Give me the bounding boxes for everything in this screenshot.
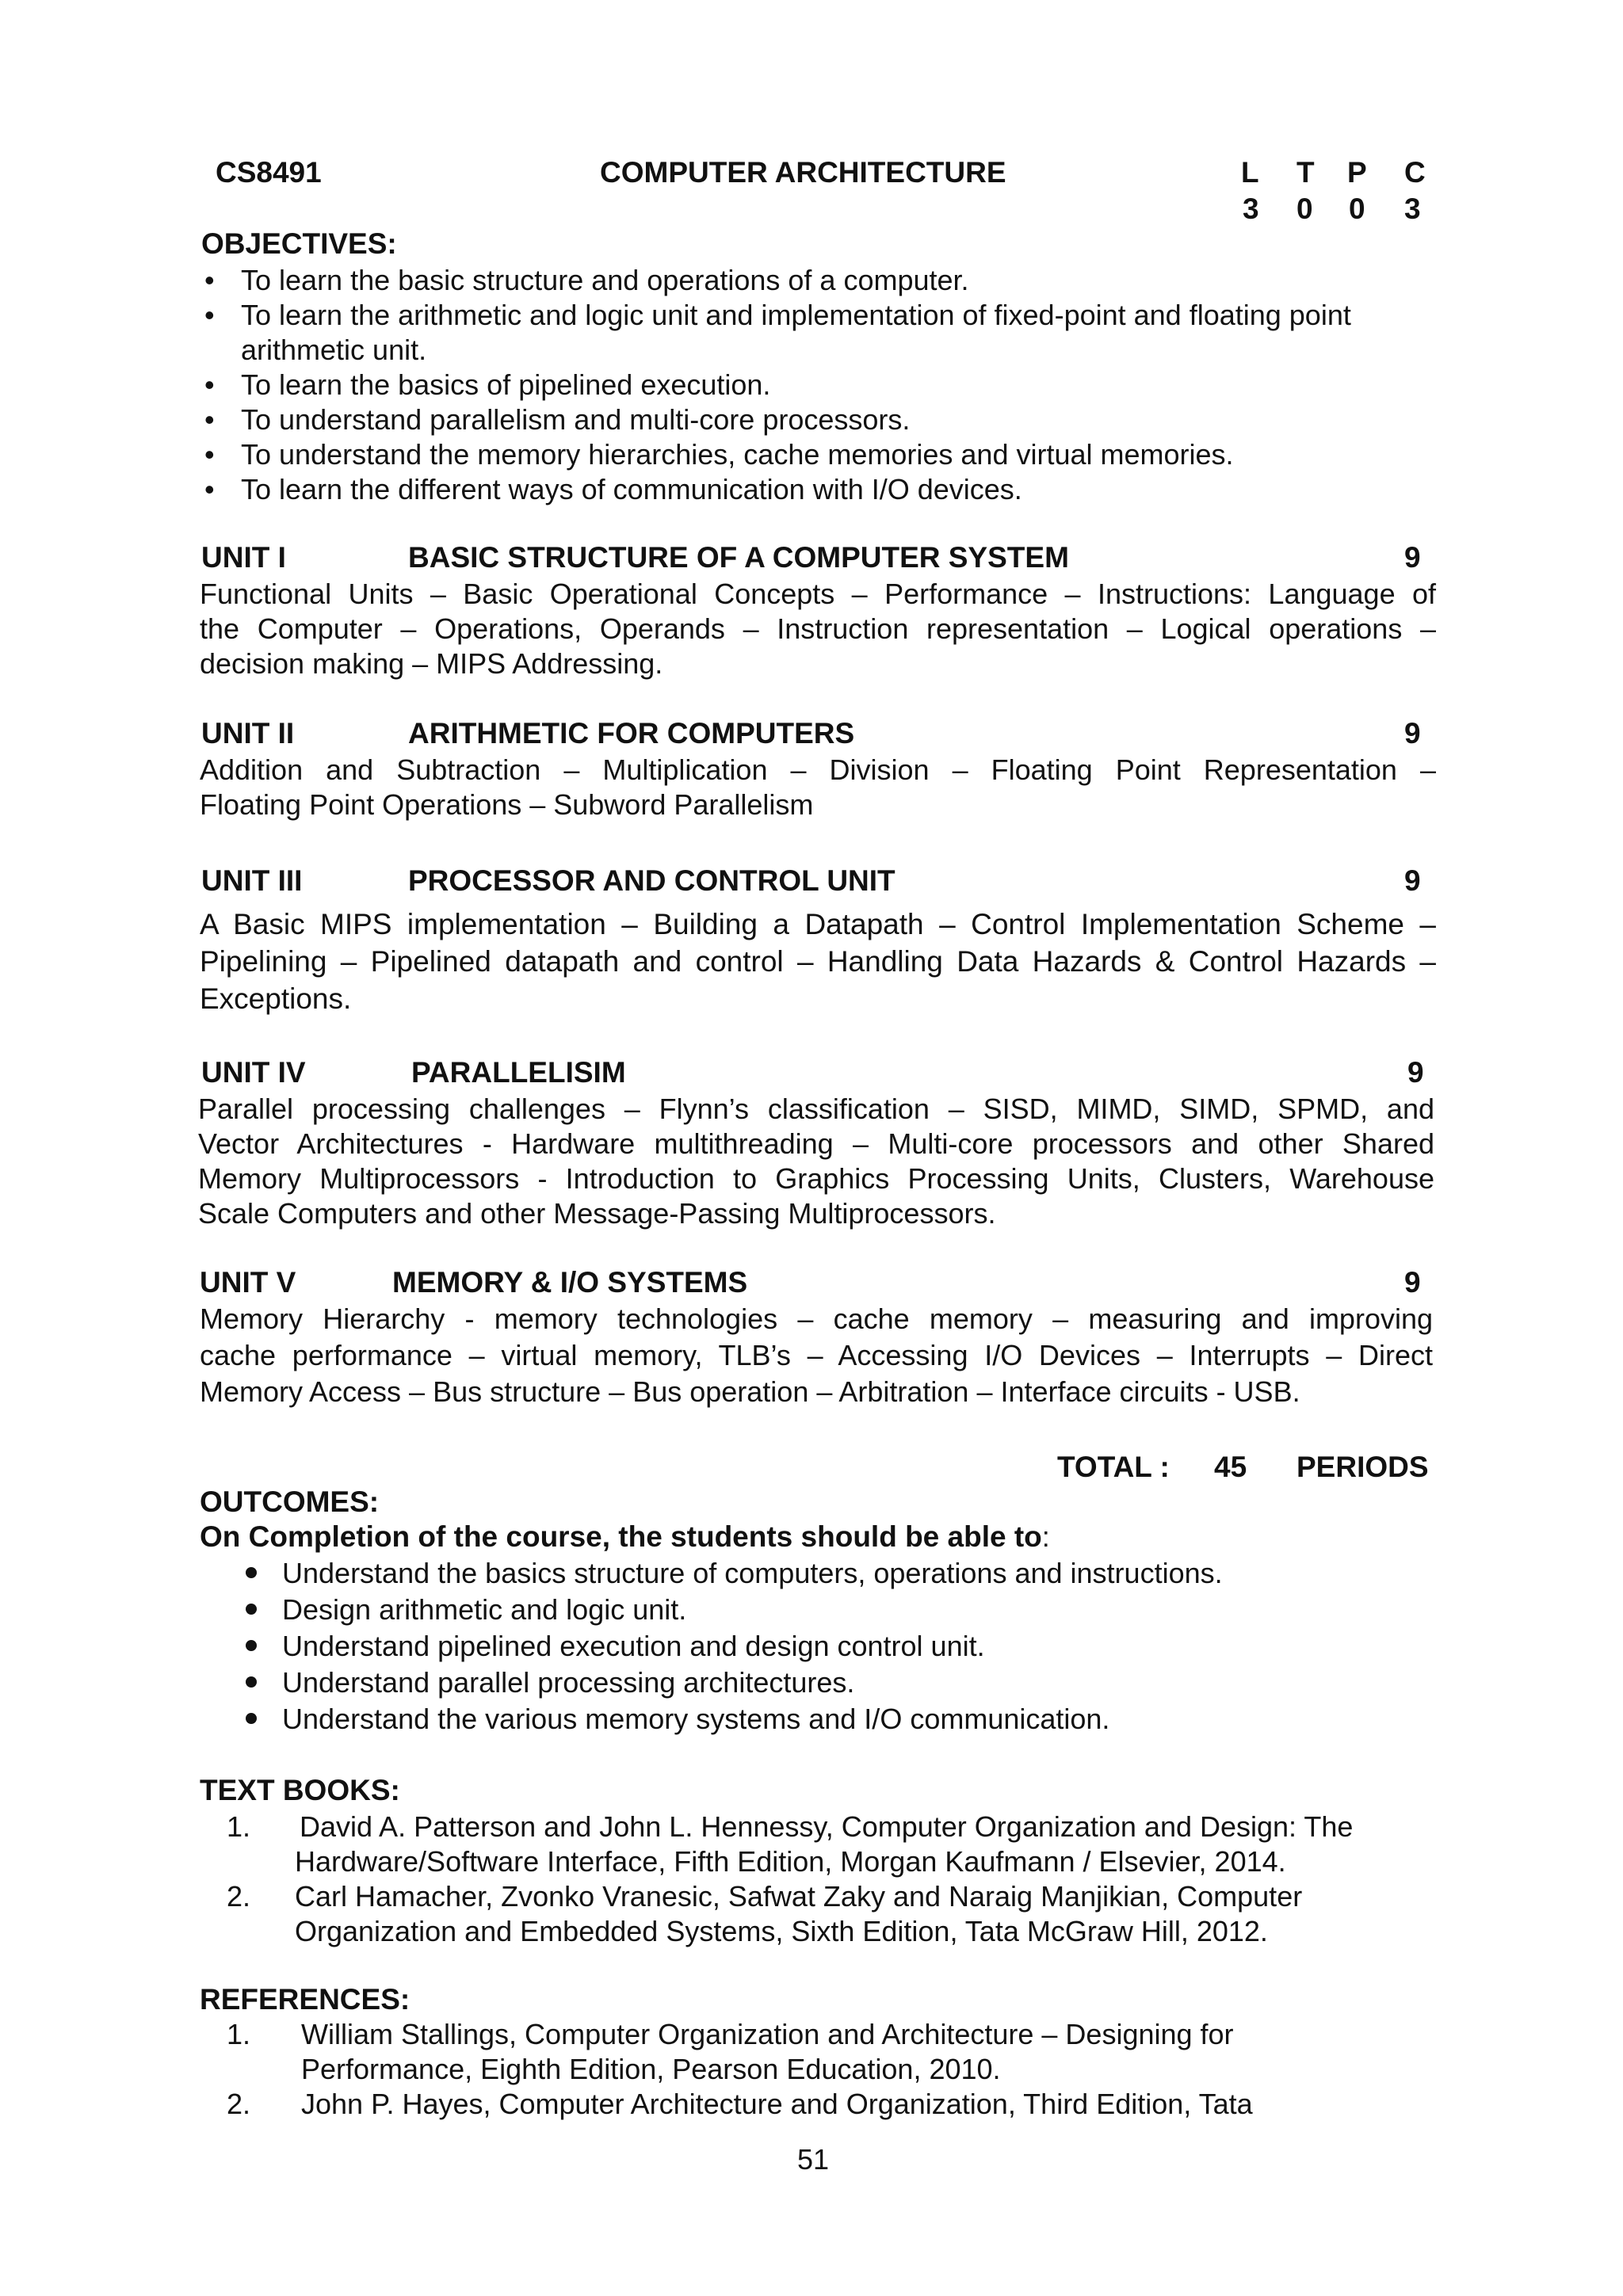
ltpc-label-p: P xyxy=(1347,156,1367,189)
unit-hours: 9 xyxy=(1407,1056,1424,1089)
syllabus-page: CS8491 COMPUTER ARCHITECTURE L T P C 3 0 0 3 OBJECTIVES: • To learn the basic structure and operations of a computer. • To learn the arithmetic and logic unit and implementation of fixed-point and floating point arithmetic unit. • To learn the basics of pipelined execution. • To understand parallelism and multi-core processors. • To understand the memory hierarchies, cache memories and virtual memories. • To learn the different ways of communication with I/O devices. UNIT I BASIC STRUCTURE OF A COMPUTER SYSTEM 9 Functional Units – Basic Operational Concepts – Performance – Instructions: Language of the Computer – Operations, Operands – Instruction representation – Logical operations – decision making – MIPS Addressing. UNIT II ARITHMETIC FOR COMPUTERS 9 Addition and Subtraction – Multiplication – Division – Floating Point Representation – Floating Point Operations – Subword Parallelism UNIT III PROCESSOR AND CONTROL UNIT 9 A Basic MIPS implementation – Building a Datapath – Control Implementation Scheme – Pipelining – Pipelined datapath and control – Handling Data Hazards & Control Hazards – Exceptions. UNIT IV PARALLELISIM 9 Parallel processing challenges – Flynn’s classification – SISD, MIMD, SIMD, SPMD, and Vector Architectures - Hardware multithreading – Multi-core processors and other Shared Memory Multiprocessors - Introduction to Graphics Processing Units, Clusters, Warehouse Scale Computers and other Message-Passing Multiprocessors. UNIT V MEMORY & I/O SYSTEMS 9 Memory Hierarchy - memory technologies – cache memory – measuring and improving cache performance – virtual memory, TLB’s – Accessing I/O Devices – Interrupts – Direct Memory Access – Bus structure – Bus operation – Arbitration – Interface circuits - USB. TOTAL : 45 PERIODS OUTCOMES: On Completion of the course, the students should be able to: Understand the basics structure of computers, operations and instructions. Design arithmetic and logic unit. Understand pipelined execution and design control unit. Understand parallel processing architectures. Understand the various memory systems and I/O communication. TEXT BOOKS: 1. David A. Patterson and John L. Hennessy, Computer Organization and Design: The Hardware/Software Interface, Fifth Edition, Morgan Kaufmann / Elsevier, 2014. 2. Carl Hamacher, Zvonko Vranesic, Safwat Zaky and Naraig Manjikian, Computer Organization and Embedded Systems, Sixth Edition, Tata McGraw Hill, 2012. REFERENCES: 1. William Stallings, Computer Organization and Architecture – Designing for Performance, Eighth Edition, Pearson Education, 2010. 2. John P. Hayes, Computer Architecture and Organization, Third Edition, Tata 51 xyxy=(0,0,1623,2296)
unit-description-line: Functional Units – Basic Operational Concepts – Performance – Instructions: Language of xyxy=(200,578,1436,610)
outcomes-intro-text: On Completion of the course, the students should be able to xyxy=(200,1520,1042,1553)
unit-description-line: Memory Access – Bus structure – Bus operation – Arbitration – Interface circuits - USB. xyxy=(200,1375,1300,1408)
unit-title: ARITHMETIC FOR COMPUTERS xyxy=(408,717,855,749)
ltpc-value-l: 3 xyxy=(1243,193,1259,225)
text-book-line: Hardware/Software Interface, Fifth Edition, Morgan Kaufmann / Elsevier, 2014. xyxy=(295,1845,1286,1878)
unit-description-line: Addition and Subtraction – Multiplication – Division – Floating Point Representation – xyxy=(200,753,1436,786)
unit-description-line: cache performance – virtual memory, TLB’s – Accessing I/O Devices – Interrupts – Direct xyxy=(200,1339,1433,1371)
list-number: 2. xyxy=(227,2088,251,2120)
unit-hours: 9 xyxy=(1404,864,1421,897)
text-book-line: David A. Patterson and John L. Hennessy, Computer Organization and Design: The xyxy=(300,1810,1354,1843)
unit-description-line: Scale Computers and other Message-Passing Multiprocessors. xyxy=(198,1197,996,1230)
ltpc-value-p: 0 xyxy=(1349,193,1365,225)
bullet-icon: • xyxy=(204,299,215,331)
unit-description-line: Parallel processing challenges – Flynn’s classification – SISD, MIMD, SIMD, SPMD, and xyxy=(198,1093,1434,1125)
unit-title: PARALLELISIM xyxy=(411,1056,626,1089)
unit-hours: 9 xyxy=(1404,1266,1421,1299)
unit-title: PROCESSOR AND CONTROL UNIT xyxy=(408,864,896,897)
unit-description-line: Exceptions. xyxy=(200,982,352,1015)
bullet-icon xyxy=(246,1713,257,1724)
unit-description-line: Floating Point Operations – Subword Parallelism xyxy=(200,788,814,821)
list-number: 1. xyxy=(227,1810,251,1843)
course-title: COMPUTER ARCHITECTURE xyxy=(600,156,1006,189)
outcomes-intro-colon: : xyxy=(1041,1520,1050,1553)
text-book-line: Carl Hamacher, Zvonko Vranesic, Safwat Zaky and Naraig Manjikian, Computer xyxy=(295,1880,1303,1913)
unit-label: UNIT IV xyxy=(201,1056,306,1089)
list-number: 2. xyxy=(227,1880,251,1913)
unit-label: UNIT II xyxy=(201,717,295,749)
unit-label: UNIT V xyxy=(200,1266,296,1299)
total-value: 45 xyxy=(1214,1451,1247,1483)
unit-label: UNIT I xyxy=(201,541,286,574)
bullet-icon xyxy=(246,1640,257,1651)
unit-description-line: Memory Hierarchy - memory technologies – cache memory – measuring and improving xyxy=(200,1302,1433,1335)
unit-description-line: Memory Multiprocessors - Introduction to Graphics Processing Units, Clusters, Warehouse xyxy=(198,1162,1434,1195)
reference-line: William Stallings, Computer Organization and Architecture – Designing for xyxy=(301,2018,1234,2050)
bullet-icon xyxy=(246,1676,257,1688)
text-books-heading: TEXT BOOKS: xyxy=(200,1774,400,1806)
unit-description-line: Vector Architectures - Hardware multithreading – Multi-core processors and other Shared xyxy=(198,1127,1434,1160)
bullet-icon: • xyxy=(204,473,215,505)
bullet-icon xyxy=(246,1604,257,1615)
unit-hours: 9 xyxy=(1404,541,1421,574)
ltpc-value-c: 3 xyxy=(1404,193,1421,225)
outcomes-heading: OUTCOMES: xyxy=(200,1486,380,1518)
outcomes-intro xyxy=(200,1520,1050,1554)
course-code: CS8491 xyxy=(216,156,322,189)
bullet-icon: • xyxy=(204,368,215,401)
unit-description-line: Pipelining – Pipelined datapath and control – Handling Data Hazards & Control Hazards – xyxy=(200,945,1436,978)
total-label: TOTAL : xyxy=(1057,1451,1170,1483)
page-number: 51 xyxy=(797,2143,830,2176)
ltpc-value-t: 0 xyxy=(1296,193,1313,225)
ltpc-label-c: C xyxy=(1404,156,1426,189)
ltpc-label-l: L xyxy=(1241,156,1259,189)
bullet-icon xyxy=(246,1567,257,1578)
objectives-heading: OBJECTIVES: xyxy=(201,227,397,260)
unit-hours: 9 xyxy=(1404,717,1421,749)
unit-description-line: the Computer – Operations, Operands – Instruction representation – Logical operations – xyxy=(200,612,1436,645)
bullet-icon: • xyxy=(204,264,215,296)
unit-description-line: decision making – MIPS Addressing. xyxy=(200,647,663,680)
total-unit: PERIODS xyxy=(1296,1451,1429,1483)
unit-description-line: A Basic MIPS implementation – Building a Datapath – Control Implementation Scheme – xyxy=(200,908,1436,940)
unit-title: BASIC STRUCTURE OF A COMPUTER SYSTEM xyxy=(408,541,1069,574)
ltpc-label-t: T xyxy=(1296,156,1315,189)
reference-line: Performance, Eighth Edition, Pearson Education, 2010. xyxy=(301,2053,1001,2085)
list-number: 1. xyxy=(227,2018,251,2050)
reference-line: John P. Hayes, Computer Architecture and Organization, Third Edition, Tata xyxy=(301,2088,1253,2120)
unit-label: UNIT III xyxy=(201,864,303,897)
text-book-line: Organization and Embedded Systems, Sixth Edition, Tata McGraw Hill, 2012. xyxy=(295,1915,1268,1947)
references-heading: REFERENCES: xyxy=(200,1983,411,2016)
unit-title: MEMORY & I/O SYSTEMS xyxy=(392,1266,748,1299)
bullet-icon: • xyxy=(204,403,215,436)
bullet-icon: • xyxy=(204,438,215,471)
